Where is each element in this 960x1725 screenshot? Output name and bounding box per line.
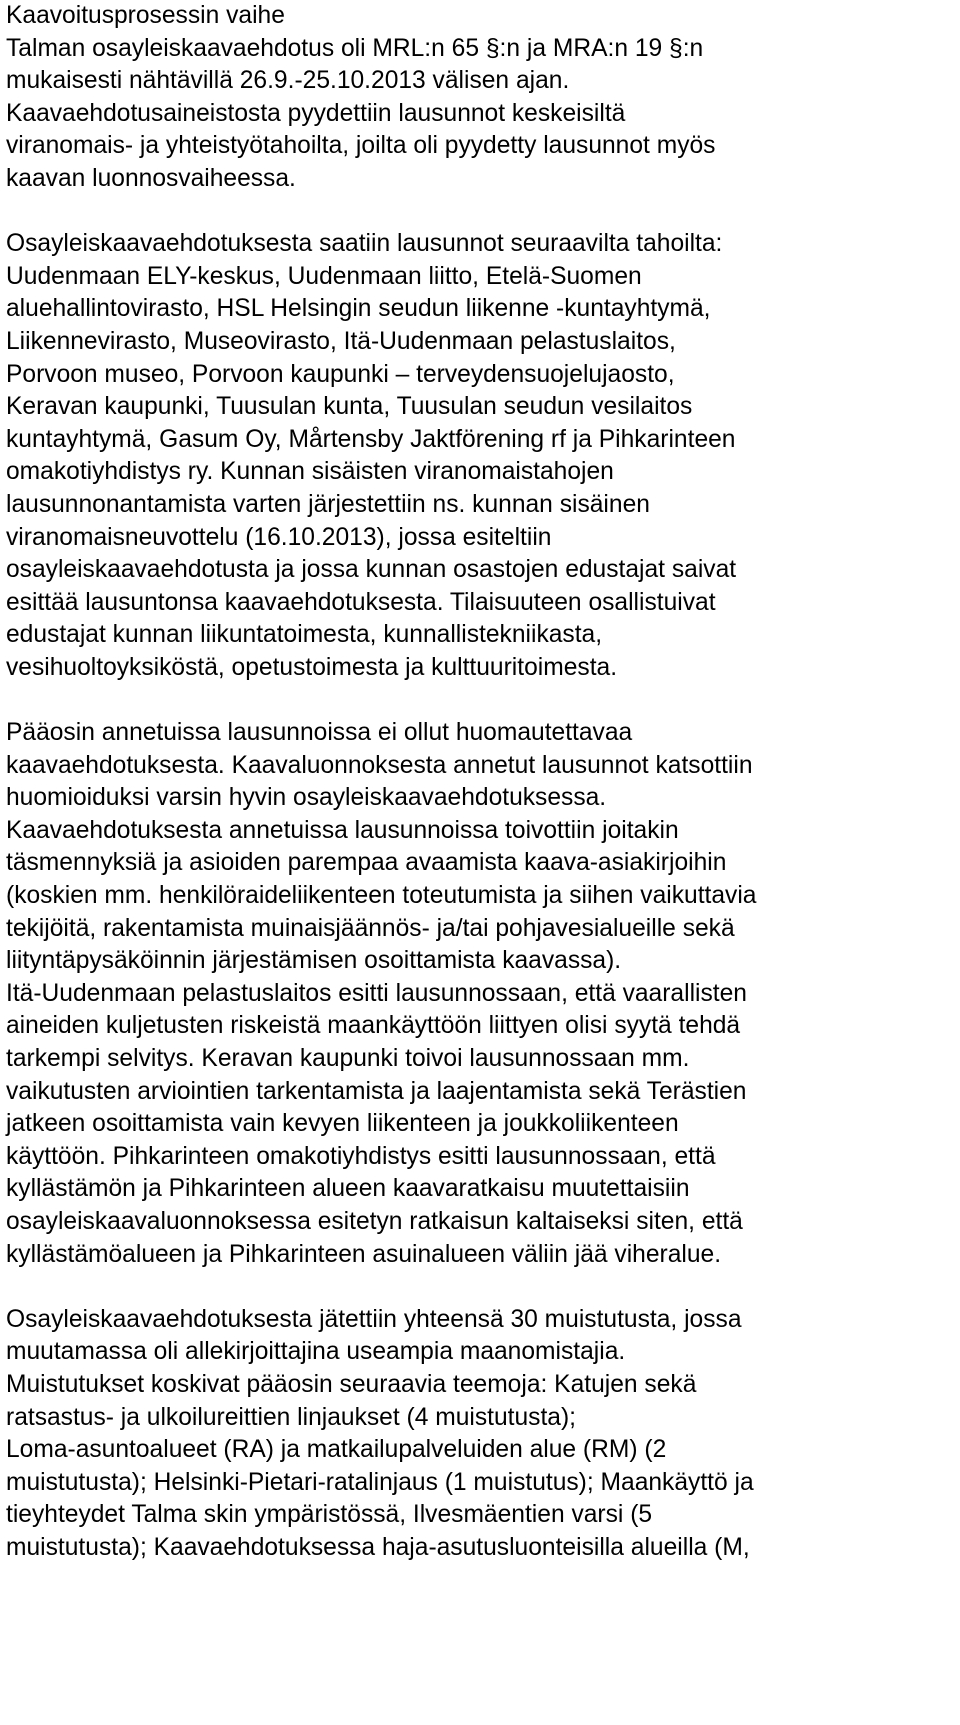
text-line: ratsastus- ja ulkoilureittien linjaukset (4 muistutusta); — [6, 1403, 576, 1431]
text-line: aluehallintovirasto, HSL Helsingin seudun liikenne -kuntayhtymä, — [6, 295, 711, 323]
text-line: Keravan kaupunki, Tuusulan kunta, Tuusulan seudun vesilaitos — [6, 393, 693, 421]
text-line: Kaavaehdotusaineistosta pyydettiin lausunnot keskeisiltä — [6, 99, 626, 127]
paragraph-gap — [6, 684, 956, 717]
text-line: Itä-Uudenmaan pelastuslaitos esitti lausunnossaan, että vaarallisten — [6, 979, 747, 1007]
text-line: kyllästämöalueen ja Pihkarinteen asuinalueen väliin jää viheralue. — [6, 1240, 722, 1268]
text-line: Osayleiskaavaehdotuksesta jätettiin yhteensä 30 muistutusta, jossa — [6, 1305, 742, 1333]
text-line: täsmennyksiä ja asioiden parempaa avaamista kaava-asiakirjoihin — [6, 849, 727, 877]
text-line: lausunnonantamista varten järjestettiin ns. kunnan sisäinen — [6, 490, 650, 518]
paragraph-gap — [6, 196, 956, 229]
text-line: mukaisesti nähtävillä 26.9.-25.10.2013 välisen ajan. — [6, 67, 570, 95]
text-line: omakotiyhdistys ry. Kunnan sisäisten viranomaistahojen — [6, 458, 614, 486]
text-line: Osayleiskaavaehdotuksesta saatiin lausunnot seuraavilta tahoilta: — [6, 230, 723, 258]
text-line: muistutusta); Kaavaehdotuksessa haja-asutusluonteisilla alueilla (M, — [6, 1533, 750, 1561]
text-line: Uudenmaan ELY-keskus, Uudenmaan liitto, Etelä-Suomen — [6, 262, 642, 290]
text-line: liityntäpysäköinnin järjestämisen osoittamista kaavassa). — [6, 947, 622, 975]
text-line: kaavaehdotuksesta. Kaavaluonnoksesta annetut lausunnot katsottiin — [6, 751, 753, 779]
paragraph-reminders — [6, 1304, 956, 1565]
text-line: edustajat kunnan liikuntatoimesta, kunnallistekniikasta, — [6, 621, 603, 649]
text-line: käyttöön. Pihkarinteen omakotiyhdistys esitti lausunnossaan, että — [6, 1142, 716, 1170]
text-line: vesihuoltoyksiköstä, opetustoimesta ja kulttuuritoimesta. — [6, 653, 618, 681]
text-line: vaikutusten arviointien tarkentamista ja laajentamista sekä Terästien — [6, 1077, 747, 1105]
text-line: esittää lausuntonsa kaavaehdotuksesta. Tilaisuuteen osallistuivat — [6, 588, 716, 616]
text-line: tarkempi selvitys. Keravan kaupunki toivoi lausunnossaan mm. — [6, 1045, 690, 1072]
text-line: osayleiskaavaluonnoksessa esitetyn ratkaisun kaltaiseksi siten, että — [6, 1207, 743, 1235]
text-line: Loma-asuntoalueet (RA) ja matkailupalveluiden alue (RM) (2 — [6, 1436, 667, 1464]
text-line: Muistutukset koskivat pääosin seuraavia teemoja: Katujen sekä — [6, 1370, 697, 1398]
text-line: huomioiduksi varsin hyvin osayleiskaavaehdotuksessa. — [6, 784, 607, 812]
text-line: Liikennevirasto, Museovirasto, Itä-Uudenmaan pelastuslaitos, — [6, 327, 676, 355]
text-line: tieyhteydet Talma skin ympäristössä, Ilvesmäentien varsi (5 — [6, 1501, 653, 1529]
text-line: Porvoon museo, Porvoon kaupunki – terveydensuojelujaosto, — [6, 360, 675, 388]
document-page — [6, 0, 956, 1565]
text-line: muutamassa oli allekirjoittajina useampia maanomistajia. — [6, 1338, 626, 1366]
paragraph-gap — [6, 1271, 956, 1304]
text-line: Pääosin annetuissa lausunnoissa ei ollut huomautettavaa — [6, 719, 633, 747]
paragraph-process-phase — [6, 0, 956, 196]
text-line: Talman osayleiskaavaehdotus oli MRL:n 65 §:n ja MRA:n 19 §:n — [6, 34, 704, 62]
text-line: viranomaisneuvottelu (16.10.2013), jossa esiteltiin — [6, 523, 552, 551]
text-line: osayleiskaavaehdotusta ja jossa kunnan osastojen edustajat saivat — [6, 556, 737, 584]
paragraph-statement-summary — [6, 717, 956, 1271]
text-line: muistutusta); Helsinki-Pietari-ratalinjaus (1 muistutus); Maankäyttö ja — [6, 1468, 754, 1496]
text-line: Kaavoitusprosessin vaihe — [6, 2, 285, 29]
paragraph-statements-received — [6, 228, 956, 684]
text-line: Kaavaehdotuksesta annetuissa lausunnoissa toivottiin joitakin — [6, 816, 679, 844]
text-line: jatkeen osoittamista vain kevyen liikenteen ja joukkoliikenteen — [6, 1110, 679, 1138]
text-line: (koskien mm. henkilöraideliikenteen toteutumista ja siihen vaikuttavia — [6, 882, 757, 910]
text-line: kaavan luonnosvaiheessa. — [6, 164, 296, 192]
text-line: kuntayhtymä, Gasum Oy, Mårtensby Jaktförening rf ja Pihkarinteen — [6, 425, 736, 453]
text-line: viranomais- ja yhteistyötahoilta, joilta oli pyydetty lausunnot myös — [6, 132, 716, 160]
text-line: aineiden kuljetusten riskeistä maankäyttöön liittyen olisi syytä tehdä — [6, 1012, 741, 1040]
text-line: tekijöitä, rakentamista muinaisjäännös- ja/tai pohjavesialueille sekä — [6, 914, 735, 942]
text-line: kyllästämön ja Pihkarinteen alueen kaavaratkaisu muutettaisiin — [6, 1175, 690, 1203]
